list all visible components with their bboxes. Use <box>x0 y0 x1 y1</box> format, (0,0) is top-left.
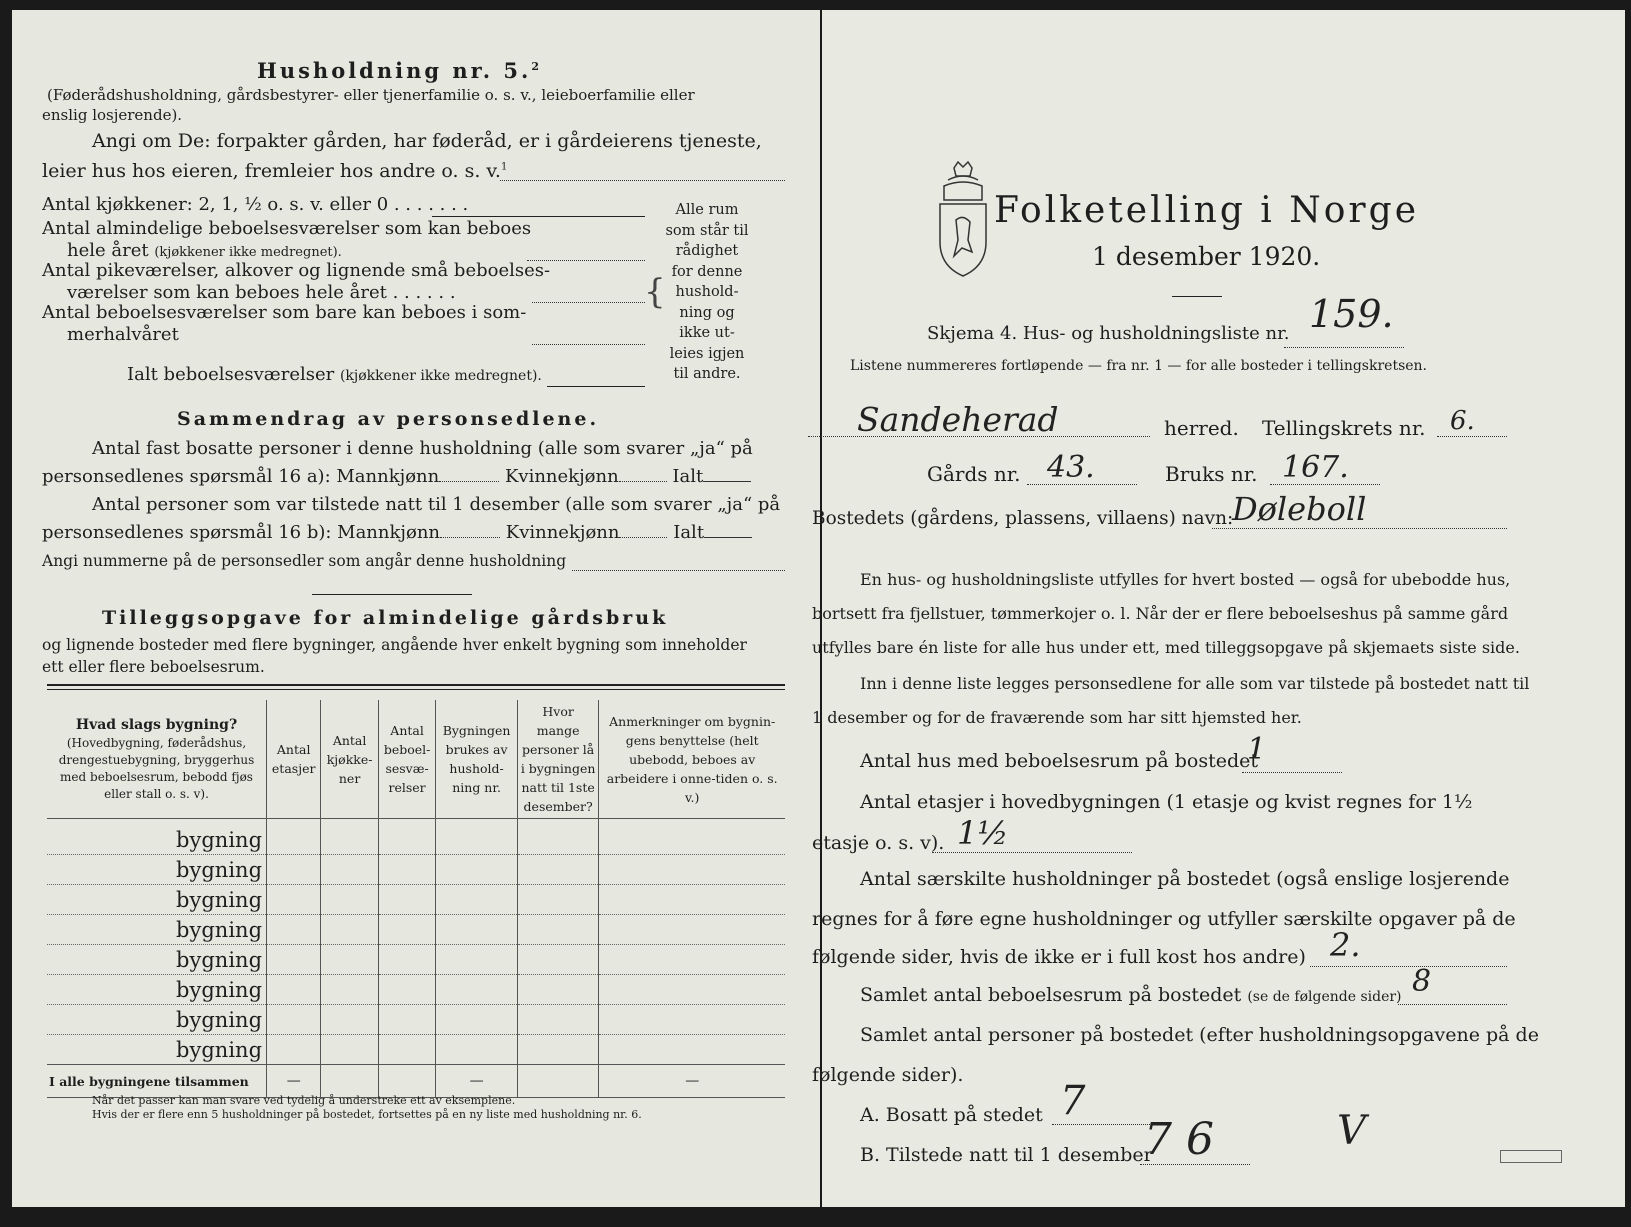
instructions-4: Inn i denne liste legges personsedlene for alle som var tilstede på bostedet natt til <box>860 674 1530 693</box>
houses-label: Antal hus med beboelsesrum på bostedet <box>860 750 1259 772</box>
table-top-rule-2 <box>47 689 785 690</box>
persons-label: Samlet antal personer på bostedet (efter husholdningsopgavene på de <box>860 1024 1539 1046</box>
summary-line-3: Antal personer som var tilstede natt til 1 desember (alle som svarer „ja“ på <box>92 494 781 515</box>
bosted-line[interactable] <box>1212 528 1507 529</box>
bosted-value: Døleboll <box>1232 490 1367 528</box>
total-rooms-value: 8 <box>1412 964 1432 999</box>
table-row[interactable]: bygning <box>47 825 785 855</box>
table-row[interactable]: bygning <box>47 945 785 975</box>
floors-label: Antal etasjer i hovedbygningen (1 etasje og kvist regnes for 1½ <box>860 791 1473 813</box>
angi-answer-line[interactable] <box>500 180 785 181</box>
houses-line[interactable] <box>1242 772 1342 773</box>
col-floors: Antal etasjer <box>267 700 321 819</box>
household-title: Husholdning nr. 5.$^2$ <box>257 58 542 83</box>
table-row[interactable]: bygning <box>47 885 785 915</box>
brace: { <box>644 272 666 312</box>
resident-value: 7 <box>1060 1078 1086 1124</box>
numbering-note: Listene nummereres fortløpende — fra nr. 1 — for alle bosteder i tellingskretsen. <box>850 358 1428 374</box>
buildings-table <box>47 700 785 1098</box>
krets-line[interactable] <box>1437 436 1507 437</box>
supplement-line-2: ett eller flere beboelsesrum. <box>42 658 265 676</box>
table-header <box>47 700 785 819</box>
coat-of-arms-icon <box>932 160 994 278</box>
summary-line-2: personsedlenes spørsmål 16 a): Mannkjønn Kvinnekjønn Ialt <box>42 466 751 487</box>
table-top-rule <box>47 684 785 686</box>
summer-rooms-line[interactable] <box>532 344 645 345</box>
bruks-value: 167. <box>1282 450 1349 485</box>
col-remarks: Anmerkninger om bygnin-gens benyttelse (helt ubebodd, beboes av arbeidere i onne-tiden o. s. v.) <box>599 700 785 819</box>
herred-value: Sandeherad <box>857 400 1059 439</box>
summary-line-4: personsedlenes spørsmål 16 b): Mannkjønn Kvinnekjønn Ialt <box>42 522 752 543</box>
kitchens-label: Antal kjøkkener: 2, 1, ½ o. s. v. eller 0 . . . . . . . <box>42 194 469 215</box>
instructions-2: bortsett fra fjellstuer, tømmerkojer o. l. Når der er flere beboelseshus på samme gård <box>812 604 1509 623</box>
numbers-label: Angi nummerne på de personsedler som angår denne husholdning <box>42 552 567 570</box>
maid-rooms-line[interactable] <box>532 302 645 303</box>
schema-line[interactable] <box>1284 347 1404 348</box>
supplement-line-1: og lignende bosteder med flere bygninger, angående hver enkelt bygning som inneholder <box>42 636 747 654</box>
summer-rooms-label-2: merhalvåret <box>67 324 179 345</box>
households-line[interactable] <box>1310 966 1507 967</box>
floors-value: 1½ <box>957 814 1009 852</box>
title-divider <box>1172 296 1222 297</box>
table-row[interactable]: bygning <box>47 1035 785 1065</box>
angi-line-2: leier hus hos eieren, fremleier hos andre o. s. v.$^1$ <box>42 160 508 182</box>
col-building-type: Hvad slags bygning? (Hovedbygning, føderådshus, drengestuebygning, bryggerhus med beboelsesrum, bebodd fjøs eller stall o. s. v). <box>58 716 255 801</box>
census-title: Folketelling i Norge <box>994 190 1419 231</box>
table-total-row: I alle bygningene tilsammen — — — <box>47 1065 785 1098</box>
bosted-label: Bostedets (gårdens, plassens, villaens) navn: <box>812 508 1234 529</box>
footnote-1: Når det passer kan man svare ved tydelig å understreke ett av eksemplene. <box>92 1094 516 1107</box>
total-rooms-question: Samlet antal beboelsesrum på bostedet (se de følgende sider) <box>860 984 1402 1006</box>
instructions-5: 1 desember og for de fraværende som har sitt hjemsted her. <box>812 708 1302 727</box>
instructions-3: utfylles bare én liste for alle hus under ett, med tilleggsopgave på skjemaets siste side. <box>812 638 1520 657</box>
households-label-2: regnes for å føre egne husholdninger og utfyller særskilte opgaver på de <box>812 908 1516 930</box>
table-row[interactable]: bygning <box>47 915 785 945</box>
herred-label: herred. <box>1164 416 1239 440</box>
census-date: 1 desember 1920. <box>1092 242 1321 271</box>
supplement-title: Tilleggsopgave for almindelige gårdsbruk <box>102 607 669 629</box>
table-row[interactable]: bygning <box>47 1005 785 1035</box>
maid-rooms-label-2: værelser som kan beboes hele året . . . . . . <box>67 282 456 303</box>
divider <box>312 594 472 595</box>
schema-number: 159. <box>1309 292 1394 336</box>
krets-label: Tellingskrets nr. <box>1262 416 1426 440</box>
floors-line[interactable] <box>932 852 1132 853</box>
printer-stamp <box>1500 1150 1562 1163</box>
kitchens-line[interactable] <box>432 216 645 217</box>
check-mark: V <box>1337 1108 1366 1154</box>
households-value: 2. <box>1330 926 1361 964</box>
total-rooms-label: Ialt beboelsesværelser (kjøkkener ikke medregnet). <box>127 364 542 385</box>
total-rooms-line[interactable] <box>547 386 645 387</box>
numbers-line[interactable] <box>572 570 785 571</box>
summary-title: Sammendrag av personsedlene. <box>177 408 600 430</box>
schema-label: Skjema 4. Hus- og husholdningsliste nr. <box>927 323 1290 344</box>
bruks-label: Bruks nr. <box>1165 462 1258 486</box>
table-row[interactable]: bygning <box>47 975 785 1005</box>
household-note: (Føderådshusholdning, gårdsbestyrer- eller tjenerfamilie o. s. v., leieboerfamilie eller <box>47 86 695 104</box>
col-kitchens: Antal kjøkke-ner <box>321 700 378 819</box>
maid-rooms-label: Antal pikeværelser, alkover og lignende små beboelses- <box>42 260 551 281</box>
right-page <box>812 10 1625 1207</box>
rooms-label-2: hele året (kjøkkener ikke medregnet). <box>67 240 342 261</box>
instructions-1: En hus- og husholdningsliste utfylles for hvert bosted — også for ubebodde hus, <box>860 570 1511 589</box>
gards-label: Gårds nr. <box>927 462 1021 486</box>
persons-label-2: følgende sider). <box>812 1064 964 1086</box>
col-household: Bygningen brukes av hushold-ning nr. <box>436 700 518 819</box>
total-rooms-answer-line[interactable] <box>1398 1004 1507 1005</box>
household-note-2: enslig losjerende). <box>42 106 183 124</box>
rooms-label: Antal almindelige beboelsesværelser som kan beboes <box>42 218 532 239</box>
present-value: 7 6 <box>1144 1114 1214 1165</box>
households-label: Antal særskilte husholdninger på bostedet (også enslige losjerende <box>860 868 1510 890</box>
left-page <box>12 10 820 1207</box>
footnote-2: Hvis der er flere enn 5 husholdninger på bostedet, fortsettes på en ny liste med husholdning nr. 6. <box>92 1108 642 1121</box>
resident-label: A. Bosatt på stedet <box>860 1104 1043 1126</box>
summary-line-1: Antal fast bosatte personer i denne husholdning (alle som svarer „ja“ på <box>92 438 753 459</box>
gards-value: 43. <box>1047 450 1095 485</box>
col-rooms: Antal beboel-sesvæ-relser <box>378 700 435 819</box>
summer-rooms-label: Antal beboelsesværelser som bare kan beboes i som- <box>42 302 527 323</box>
side-note: Alle rum som står til rådighet for denne hushold- ning og ikke ut- leies igjen til andre. <box>665 202 749 382</box>
present-label: B. Tilstede natt til 1 desember <box>860 1144 1153 1166</box>
angi-line-1: Angi om De: forpakter gården, har føderåd, er i gårdeierens tjeneste, <box>92 130 762 152</box>
floors-label-2: etasje o. s. v). <box>812 832 945 854</box>
krets-value: 6. <box>1450 406 1475 436</box>
table-row[interactable]: bygning <box>47 855 785 885</box>
households-label-3: følgende sider, hvis de ikke er i full kost hos andre) <box>812 946 1306 968</box>
houses-value: 1 <box>1247 732 1267 767</box>
col-persons: Hvor mange personer lå i bygningen natt til 1ste desember? <box>517 700 599 819</box>
